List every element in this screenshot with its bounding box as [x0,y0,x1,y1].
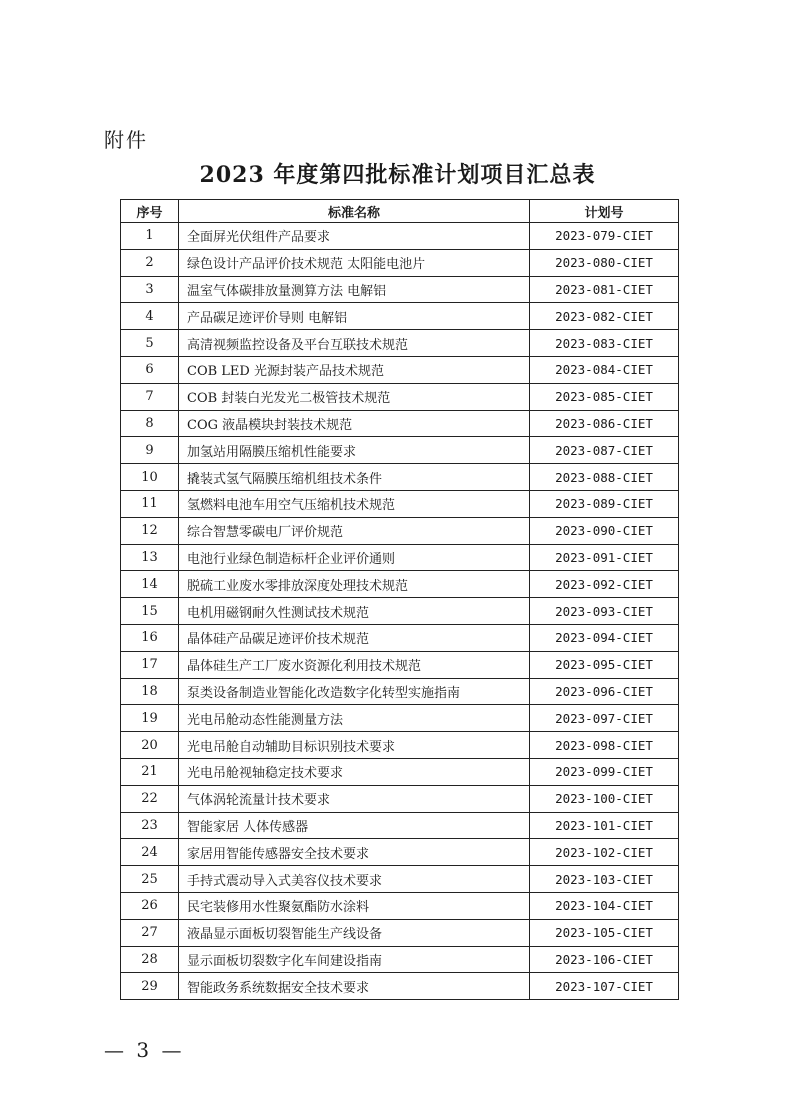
standards-table [120,199,679,1000]
plan-code: 2023-082-CIET [530,303,679,330]
standard-name: 电机用磁钢耐久性测试技术规范 [179,598,530,625]
table-row [121,330,679,357]
row-number: 8 [121,410,179,437]
standard-name: 光电吊舱自动辅助目标识别技术要求 [179,732,530,759]
row-number: 7 [121,383,179,410]
table-row [121,866,679,893]
plan-code: 2023-092-CIET [530,571,679,598]
table-row [121,571,679,598]
standard-name: 晶体硅生产工厂废水资源化利用技术规范 [179,651,530,678]
plan-code: 2023-098-CIET [530,732,679,759]
table-row [121,437,679,464]
table-row [121,249,679,276]
table-row [121,892,679,919]
standard-name: 气体涡轮流量计技术要求 [179,785,530,812]
plan-code: 2023-091-CIET [530,544,679,571]
table-row [121,785,679,812]
standard-name: 光电吊舱动态性能测量方法 [179,705,530,732]
plan-code: 2023-104-CIET [530,892,679,919]
table-row [121,624,679,651]
plan-code: 2023-097-CIET [530,705,679,732]
row-number: 29 [121,973,179,1000]
row-number: 9 [121,437,179,464]
row-number: 22 [121,785,179,812]
standard-name: 民宅装修用水性聚氨酯防水涂料 [179,892,530,919]
standard-name: COG 液晶模块封装技术规范 [179,410,530,437]
plan-code: 2023-095-CIET [530,651,679,678]
table-row [121,973,679,1000]
table-row [121,812,679,839]
standard-name: 全面屏光伏组件产品要求 [179,223,530,250]
plan-code: 2023-084-CIET [530,356,679,383]
plan-code: 2023-086-CIET [530,410,679,437]
table-row [121,223,679,250]
standard-name: 手持式震动导入式美容仪技术要求 [179,866,530,893]
row-number: 25 [121,866,179,893]
row-number: 15 [121,598,179,625]
table-row [121,517,679,544]
standard-name: 产品碳足迹评价导则 电解铝 [179,303,530,330]
standard-name: 晶体硅产品碳足迹评价技术规范 [179,624,530,651]
standard-name: 加氢站用隔膜压缩机性能要求 [179,437,530,464]
standard-name: 温室气体碳排放量测算方法 电解铝 [179,276,530,303]
row-number: 2 [121,249,179,276]
plan-code: 2023-099-CIET [530,758,679,785]
row-number: 4 [121,303,179,330]
standard-name: 高清视频监控设备及平台互联技术规范 [179,330,530,357]
plan-code: 2023-080-CIET [530,249,679,276]
row-number: 1 [121,223,179,250]
row-number: 12 [121,517,179,544]
row-number: 17 [121,651,179,678]
plan-code: 2023-102-CIET [530,839,679,866]
standard-name: 液晶显示面板切裂智能生产线设备 [179,919,530,946]
standard-name: 显示面板切裂数字化车间建设指南 [179,946,530,973]
row-number: 11 [121,490,179,517]
row-number: 14 [121,571,179,598]
page-title: 2023 年度第四批标准计划项目汇总表 [199,162,596,188]
attachment-label: 附件 [104,128,148,152]
plan-code: 2023-079-CIET [530,223,679,250]
plan-code: 2023-083-CIET [530,330,679,357]
plan-code: 2023-106-CIET [530,946,679,973]
table-row [121,919,679,946]
plan-code: 2023-096-CIET [530,678,679,705]
standard-name: 电池行业绿色制造标杆企业评价通则 [179,544,530,571]
table-row [121,946,679,973]
table-row [121,598,679,625]
row-number: 10 [121,464,179,491]
standard-name: COB 封装白光发光二极管技术规范 [179,383,530,410]
page-number: — 3 — [104,1038,185,1062]
table-row [121,464,679,491]
table-header-row [121,200,679,223]
plan-code: 2023-100-CIET [530,785,679,812]
standard-name: 家居用智能传感器安全技术要求 [179,839,530,866]
table-row [121,356,679,383]
standard-name: 撬装式氢气隔膜压缩机组技术条件 [179,464,530,491]
row-number: 13 [121,544,179,571]
plan-code: 2023-089-CIET [530,490,679,517]
plan-code: 2023-087-CIET [530,437,679,464]
standard-name: 氢燃料电池车用空气压缩机技术规范 [179,490,530,517]
row-number: 24 [121,839,179,866]
standard-name: 智能家居 人体传感器 [179,812,530,839]
plan-code: 2023-085-CIET [530,383,679,410]
table-row [121,678,679,705]
standard-name: 光电吊舱视轴稳定技术要求 [179,758,530,785]
row-number: 19 [121,705,179,732]
table-row [121,758,679,785]
row-number: 20 [121,732,179,759]
column-header-code: 计划号 [530,200,679,223]
row-number: 26 [121,892,179,919]
row-number: 6 [121,356,179,383]
plan-code: 2023-094-CIET [530,624,679,651]
plan-code: 2023-090-CIET [530,517,679,544]
table-row [121,544,679,571]
table-row [121,276,679,303]
row-number: 28 [121,946,179,973]
table-row [121,839,679,866]
plan-code: 2023-081-CIET [530,276,679,303]
table-row [121,410,679,437]
column-header-name: 标准名称 [179,200,530,223]
plan-code: 2023-093-CIET [530,598,679,625]
table-row [121,732,679,759]
row-number: 23 [121,812,179,839]
row-number: 5 [121,330,179,357]
row-number: 3 [121,276,179,303]
table-row [121,383,679,410]
standard-name: 脱硫工业废水零排放深度处理技术规范 [179,571,530,598]
standard-name: 综合智慧零碳电厂评价规范 [179,517,530,544]
row-number: 21 [121,758,179,785]
plan-code: 2023-088-CIET [530,464,679,491]
row-number: 18 [121,678,179,705]
plan-code: 2023-101-CIET [530,812,679,839]
table-row [121,490,679,517]
standard-name: 智能政务系统数据安全技术要求 [179,973,530,1000]
table-row [121,651,679,678]
plan-code: 2023-105-CIET [530,919,679,946]
standard-name: 泵类设备制造业智能化改造数字化转型实施指南 [179,678,530,705]
plan-code: 2023-107-CIET [530,973,679,1000]
standard-name: 绿色设计产品评价技术规范 太阳能电池片 [179,249,530,276]
row-number: 16 [121,624,179,651]
plan-code: 2023-103-CIET [530,866,679,893]
row-number: 27 [121,919,179,946]
standard-name: COB LED 光源封装产品技术规范 [179,356,530,383]
table-row [121,705,679,732]
table-row [121,303,679,330]
column-header-no: 序号 [121,200,179,223]
